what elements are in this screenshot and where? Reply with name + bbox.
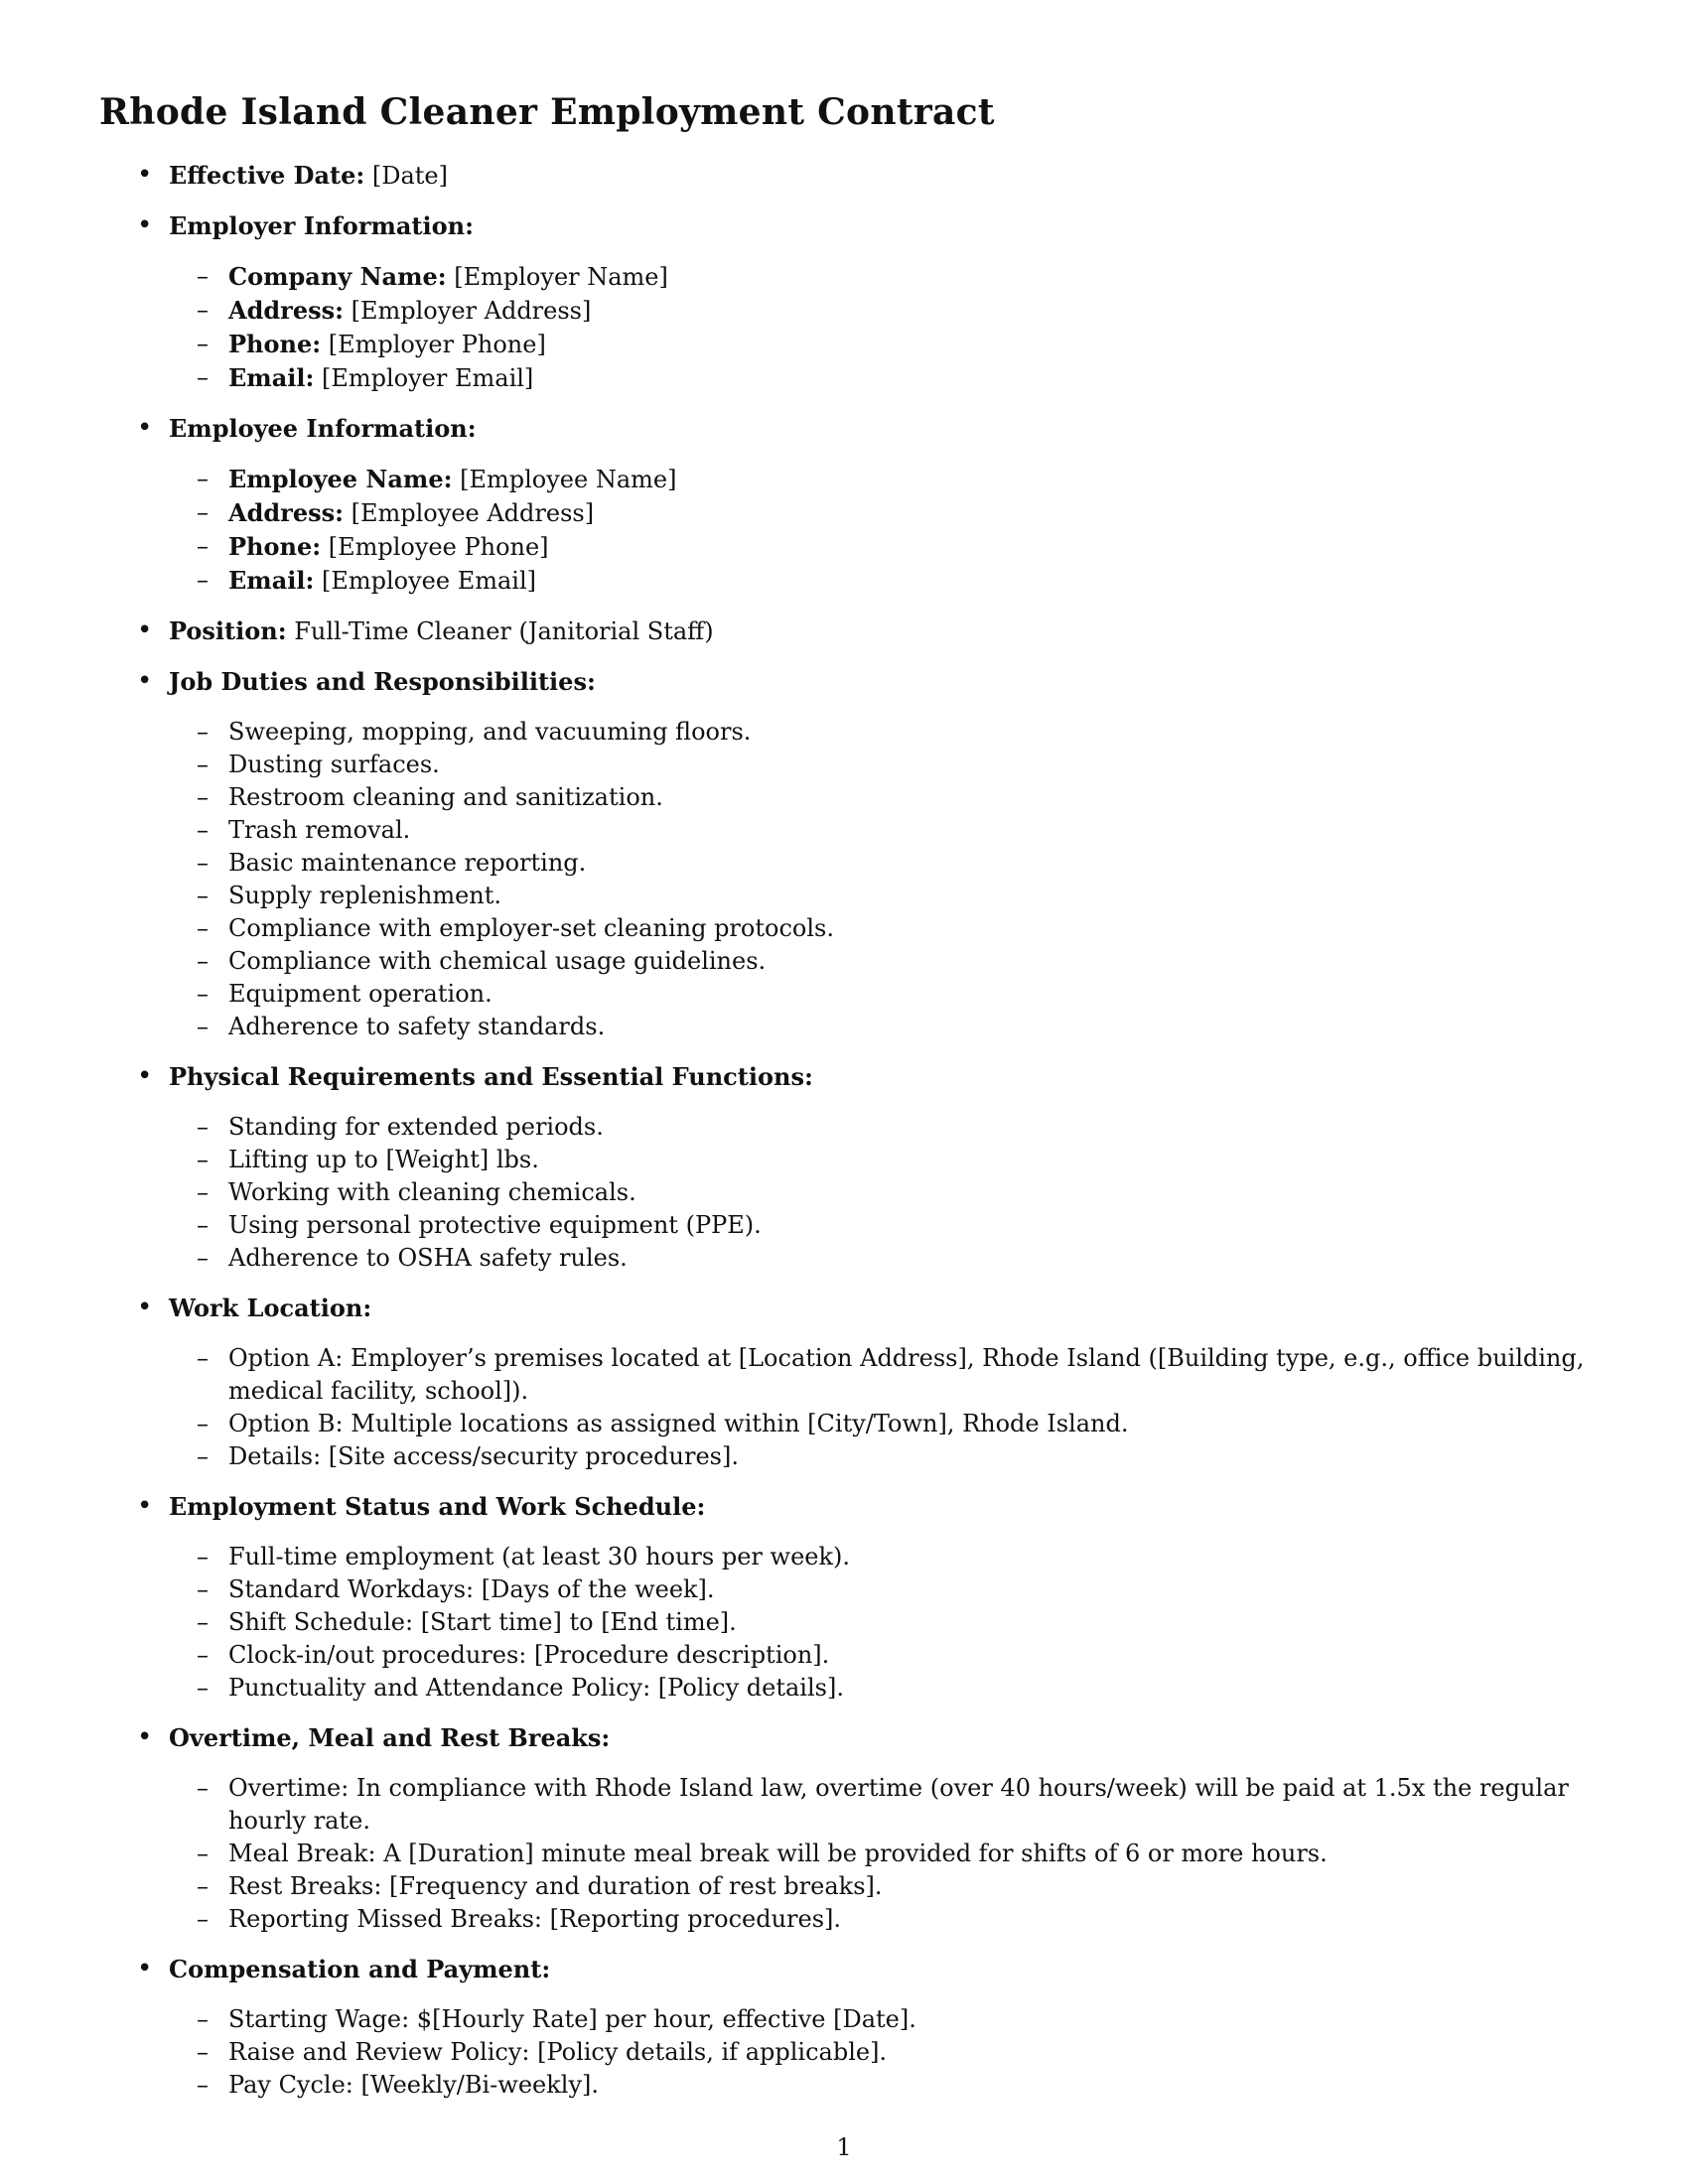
sub-item-text: Reporting Missed Breaks: [Reporting procedures]. [228,1905,842,1933]
sub-item-label: Phone: [228,532,322,561]
sub-list-item [167,1342,1589,1408]
sub-item-text: [Employer Phone] [328,331,546,358]
sub-list-item [167,716,1589,749]
sub-list [169,1541,1589,1705]
sub-item-text: Compliance with employer-set cleaning protocols. [228,914,834,942]
sub-list-item [167,1011,1589,1043]
section-item [99,159,1589,193]
sub-list-item [167,294,1589,328]
sub-list-item [167,978,1589,1011]
sub-item-label: Company Name: [228,262,447,291]
sub-list-item [167,496,1589,530]
sub-list [169,463,1589,598]
sub-list-item [167,814,1589,847]
sub-item-text: Equipment operation. [228,980,492,1008]
sub-item-label: Employee Name: [228,465,453,493]
sub-item-text: Option A: Employer’s premises located at [Location Address], Rhode Island ([Building type, e.g., office building, medical facility, school]). [228,1344,1585,1405]
sub-item-text: Dusting surfaces. [228,751,440,778]
sub-list-item [167,260,1589,294]
section-item [99,1060,1589,1275]
section-item [99,1490,1589,1705]
sub-list-item [167,1606,1589,1639]
sub-list-item [167,880,1589,912]
section-list [99,159,1589,2102]
sub-list-item [167,1111,1589,1144]
sub-item-text: Compliance with chemical usage guidelines. [228,947,767,975]
document-title: Rhode Island Cleaner Employment Contract [99,91,995,133]
sub-list-item [167,945,1589,978]
sub-list-item [167,1672,1589,1705]
sub-item-text: Rest Breaks: [Frequency and duration of rest breaks]. [228,1872,883,1900]
sub-item-text: Adherence to OSHA safety rules. [228,1244,628,1272]
sub-list-item [167,2069,1589,2102]
sub-item-text: Full-time employment (at least 30 hours per week). [228,1543,851,1570]
section-item [99,209,1589,395]
sub-item-text: Clock-in/out procedures: [Procedure description]. [228,1641,830,1669]
section-label: Employee Information: [169,414,477,443]
section-label: Work Location: [169,1294,372,1322]
sub-item-text: Restroom cleaning and sanitization. [228,783,663,811]
sub-list-item [167,1573,1589,1606]
sub-item-text: [Employee Address] [351,499,595,527]
sub-list-item [167,1209,1589,1242]
section-value: Full-Time Cleaner (Janitorial Staff) [294,617,714,645]
sub-list-item [167,1639,1589,1672]
sub-item-text: [Employee Name] [460,466,677,493]
section-label: Compensation and Payment: [169,1955,551,1983]
sub-list-item [167,2003,1589,2036]
sub-item-text: Sweeping, mopping, and vacuuming floors. [228,718,752,746]
sub-list-item [167,847,1589,880]
section-item [99,412,1589,598]
sub-list [169,1342,1589,1473]
sub-item-text: Adherence to safety standards. [228,1013,606,1040]
sub-list-item [167,1176,1589,1209]
section-label: Position: [169,616,287,645]
section-label: Physical Requirements and Essential Functions: [169,1062,813,1091]
sub-list-item [167,1903,1589,1936]
sub-item-label: Email: [228,566,315,595]
sub-list-item [167,1440,1589,1473]
sub-list-item [167,1242,1589,1275]
sub-item-text: [Employer Name] [454,263,668,291]
sub-list-item [167,749,1589,781]
sub-item-text: Starting Wage: $[Hourly Rate] per hour, effective [Date]. [228,2005,916,2033]
sub-list-item [167,564,1589,598]
sub-item-text: Pay Cycle: [Weekly/Bi-weekly]. [228,2071,600,2099]
sub-item-text: [Employer Address] [351,297,592,325]
sub-item-text: Standard Workdays: [Days of the week]. [228,1575,715,1603]
sub-list-item [167,912,1589,945]
sub-list [169,716,1589,1043]
section-label: Effective Date: [169,161,365,190]
sub-item-label: Address: [228,498,344,527]
sub-item-text: Option B: Multiple locations as assigned within [City/Town], Rhode Island. [228,1410,1129,1437]
sub-list-item [167,1408,1589,1440]
sub-item-text: Overtime: In compliance with Rhode Island law, overtime (over 40 hours/week) will be paid at 1.5x the regular hourly rate. [228,1774,1569,1835]
sub-list [169,1772,1589,1936]
sub-item-text: Lifting up to [Weight] lbs. [228,1146,539,1173]
section-label: Employer Information: [169,211,474,240]
sub-item-text: Meal Break: A [Duration] minute meal break will be provided for shifts of 6 or more hours. [228,1840,1328,1867]
sub-item-label: Address: [228,296,344,325]
section-item [99,1721,1589,1936]
sub-list-item [167,1541,1589,1573]
sub-item-text: Working with cleaning chemicals. [228,1178,636,1206]
page-number: 1 [836,2133,852,2161]
sub-item-text: Standing for extended periods. [228,1113,604,1141]
sub-item-text: [Employee Phone] [328,533,549,561]
sub-item-label: Email: [228,363,315,392]
sub-list-item [167,781,1589,814]
section-label: Job Duties and Responsibilities: [169,667,596,696]
sub-list-item [167,1772,1589,1838]
section-item [99,1953,1589,2102]
sub-list-item [167,328,1589,361]
sub-list [169,260,1589,395]
section-item [99,614,1589,648]
sub-list-item [167,1144,1589,1176]
section-item [99,665,1589,1043]
sub-item-text: Details: [Site access/security procedures]. [228,1442,739,1470]
sub-list-item [167,1870,1589,1903]
sub-item-text: Trash removal. [228,816,411,844]
sub-list-item [167,1838,1589,1870]
sub-item-text: Supply replenishment. [228,882,502,909]
section-label: Employment Status and Work Schedule: [169,1492,706,1521]
sub-item-text: [Employer Email] [321,364,534,392]
sub-list-item [167,530,1589,564]
sub-item-text: [Employee Email] [321,567,537,595]
section-label: Overtime, Meal and Rest Breaks: [169,1723,611,1752]
sub-list-item [167,361,1589,395]
sub-item-text: Punctuality and Attendance Policy: [Policy details]. [228,1674,844,1702]
sub-item-label: Phone: [228,330,322,358]
sub-list [169,1111,1589,1275]
sub-item-text: Basic maintenance reporting. [228,849,587,877]
sub-item-text: Using personal protective equipment (PPE). [228,1211,762,1239]
sub-item-text: Raise and Review Policy: [Policy details, if applicable]. [228,2038,888,2066]
sub-item-text: Shift Schedule: [Start time] to [End time]. [228,1608,737,1636]
sub-list-item [167,2036,1589,2069]
sub-list [169,2003,1589,2102]
section-item [99,1292,1589,1473]
sub-list-item [167,463,1589,496]
section-value: [Date] [371,162,448,190]
document-page [99,87,1589,2118]
